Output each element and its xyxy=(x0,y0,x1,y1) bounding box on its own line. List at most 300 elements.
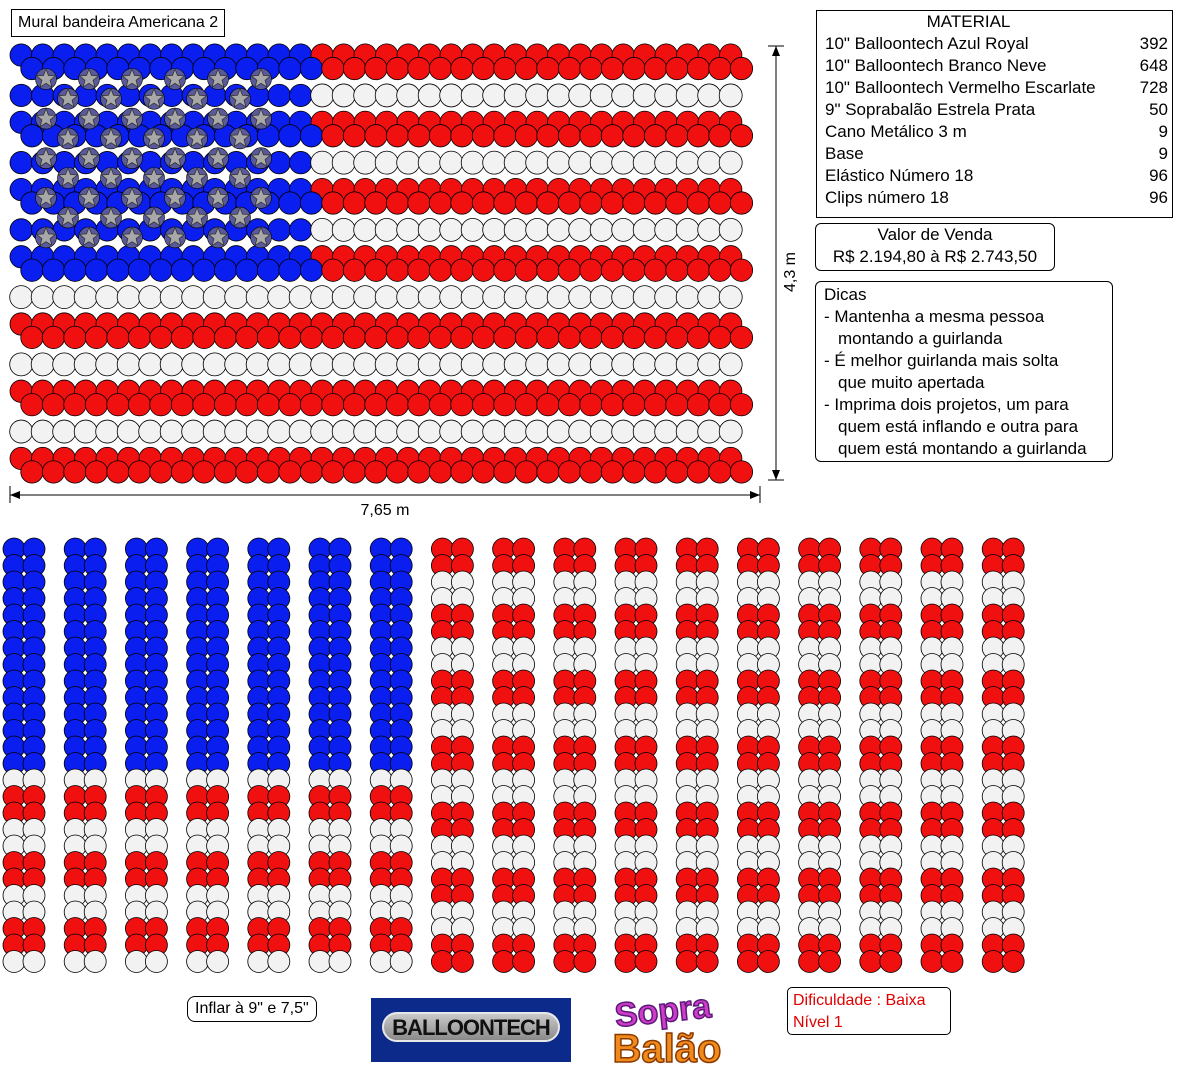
white-balloon xyxy=(483,84,506,107)
white-balloon xyxy=(612,218,635,241)
red-balloon xyxy=(537,57,559,79)
red-balloon xyxy=(730,192,752,214)
red-balloon xyxy=(601,192,623,214)
white-balloon xyxy=(461,151,484,174)
white-balloon xyxy=(504,84,527,107)
white-balloon xyxy=(719,218,742,241)
garland-columns xyxy=(3,538,1024,973)
red-balloon xyxy=(558,259,580,281)
white-balloon xyxy=(418,420,441,443)
red-balloon xyxy=(128,326,150,348)
red-balloon xyxy=(644,57,666,79)
white-balloon xyxy=(311,218,334,241)
red-balloon xyxy=(386,259,408,281)
tip-line: que muito apertada xyxy=(838,373,985,392)
red-balloon xyxy=(365,57,387,79)
white-balloon xyxy=(547,420,570,443)
red-balloon xyxy=(365,192,387,214)
red-balloon xyxy=(236,393,258,415)
red-balloon xyxy=(408,125,430,147)
white-balloon xyxy=(182,353,205,376)
red-balloon xyxy=(687,259,709,281)
red-balloon xyxy=(623,259,645,281)
white-balloon xyxy=(569,84,592,107)
white-balloon xyxy=(633,353,656,376)
material-item: 10" Balloontech Branco Neve 648 xyxy=(825,56,1168,75)
red-balloon xyxy=(537,125,559,147)
red-balloon xyxy=(580,57,602,79)
blue-balloon xyxy=(279,259,301,281)
red-balloon xyxy=(687,326,709,348)
white-balloon xyxy=(23,951,45,973)
red-balloon xyxy=(386,461,408,483)
red-balloon xyxy=(580,393,602,415)
red-balloon xyxy=(214,461,236,483)
tip-line: - Imprima dois projetos, um para xyxy=(824,395,1069,414)
white-balloon xyxy=(10,420,33,443)
white-balloon xyxy=(182,286,205,309)
red-balloon xyxy=(676,951,698,973)
white-balloon xyxy=(719,286,742,309)
red-balloon xyxy=(880,951,902,973)
white-balloon xyxy=(397,286,420,309)
red-balloon xyxy=(150,326,172,348)
white-balloon xyxy=(332,420,355,443)
red-balloon xyxy=(515,461,537,483)
red-balloon xyxy=(451,192,473,214)
material-heading: MATERIAL xyxy=(926,12,1011,31)
red-balloon xyxy=(429,125,451,147)
red-balloon xyxy=(515,57,537,79)
red-balloon xyxy=(623,326,645,348)
blue-balloon xyxy=(64,259,86,281)
red-balloon xyxy=(431,951,453,973)
red-balloon xyxy=(85,393,107,415)
red-balloon xyxy=(615,951,637,973)
red-balloon xyxy=(365,125,387,147)
balloontech-logo xyxy=(371,998,571,1062)
white-balloon xyxy=(461,218,484,241)
tip-line: - Mantenha a mesma pessoa xyxy=(824,307,1045,326)
red-balloon xyxy=(429,393,451,415)
red-balloon xyxy=(236,326,258,348)
white-balloon xyxy=(375,151,398,174)
red-balloon xyxy=(21,461,43,483)
inflate-note: Inflar à 9" e 7,5" xyxy=(187,996,317,1022)
white-balloon xyxy=(440,218,463,241)
white-balloon xyxy=(418,84,441,107)
red-balloon xyxy=(171,461,193,483)
red-balloon xyxy=(472,259,494,281)
white-balloon xyxy=(698,218,721,241)
white-balloon xyxy=(354,286,377,309)
white-balloon xyxy=(289,286,312,309)
white-balloon xyxy=(370,951,392,973)
white-balloon xyxy=(719,420,742,443)
red-balloon xyxy=(666,461,688,483)
tip-line: quem está montando a guirlanda xyxy=(838,439,1087,458)
white-balloon xyxy=(547,84,570,107)
white-balloon xyxy=(590,151,613,174)
red-balloon xyxy=(386,125,408,147)
red-balloon xyxy=(644,393,666,415)
red-balloon xyxy=(644,461,666,483)
white-balloon xyxy=(569,420,592,443)
red-balloon xyxy=(494,125,516,147)
red-balloon xyxy=(343,259,365,281)
white-balloon xyxy=(655,218,678,241)
white-balloon xyxy=(418,218,441,241)
red-balloon xyxy=(666,125,688,147)
blue-balloon xyxy=(290,151,312,173)
red-balloon xyxy=(42,461,64,483)
red-balloon xyxy=(644,125,666,147)
white-balloon xyxy=(268,420,291,443)
tips-heading: Dicas xyxy=(824,285,867,304)
white-balloon xyxy=(203,353,226,376)
white-balloon xyxy=(311,420,334,443)
white-balloon xyxy=(117,420,140,443)
white-balloon xyxy=(633,151,656,174)
design-title: Mural bandeira Americana 2 xyxy=(11,9,225,37)
red-balloon xyxy=(279,461,301,483)
white-balloon xyxy=(612,286,635,309)
white-balloon xyxy=(504,218,527,241)
white-balloon xyxy=(246,420,269,443)
red-balloon xyxy=(236,461,258,483)
red-balloon xyxy=(365,326,387,348)
white-balloon xyxy=(3,951,25,973)
white-balloon xyxy=(655,84,678,107)
white-balloon xyxy=(375,84,398,107)
white-balloon xyxy=(526,420,549,443)
white-balloon xyxy=(418,151,441,174)
white-balloon xyxy=(461,420,484,443)
red-balloon xyxy=(150,461,172,483)
red-balloon xyxy=(451,57,473,79)
red-balloon xyxy=(64,326,86,348)
white-balloon xyxy=(268,353,291,376)
red-balloon xyxy=(322,57,344,79)
red-balloon xyxy=(85,326,107,348)
red-balloon xyxy=(554,951,576,973)
red-balloon xyxy=(214,393,236,415)
white-balloon xyxy=(483,151,506,174)
white-balloon xyxy=(332,286,355,309)
red-balloon xyxy=(558,393,580,415)
red-balloon xyxy=(623,461,645,483)
white-balloon xyxy=(719,84,742,107)
red-balloon xyxy=(128,393,150,415)
red-balloon xyxy=(128,461,150,483)
red-balloon xyxy=(193,393,215,415)
red-balloon xyxy=(257,461,279,483)
red-balloon xyxy=(365,461,387,483)
white-balloon xyxy=(160,286,183,309)
flag-grid xyxy=(10,44,753,483)
white-balloon xyxy=(139,286,162,309)
white-balloon xyxy=(504,420,527,443)
red-balloon xyxy=(85,461,107,483)
white-balloon xyxy=(547,353,570,376)
red-balloon xyxy=(429,259,451,281)
difficulty-box xyxy=(787,987,951,1035)
red-balloon xyxy=(408,192,430,214)
white-balloon xyxy=(311,353,334,376)
white-balloon xyxy=(676,151,699,174)
red-balloon xyxy=(819,951,841,973)
red-balloon xyxy=(472,393,494,415)
white-balloon xyxy=(633,420,656,443)
red-balloon xyxy=(300,461,322,483)
red-balloon xyxy=(322,326,344,348)
white-balloon xyxy=(139,353,162,376)
red-balloon xyxy=(537,192,559,214)
red-balloon xyxy=(494,461,516,483)
white-balloon xyxy=(268,951,290,973)
red-balloon xyxy=(322,461,344,483)
white-balloon xyxy=(311,84,334,107)
white-balloon xyxy=(10,353,33,376)
red-balloon xyxy=(365,393,387,415)
red-balloon xyxy=(408,259,430,281)
red-balloon xyxy=(408,393,430,415)
blue-balloon xyxy=(10,84,32,106)
red-balloon xyxy=(687,393,709,415)
white-balloon xyxy=(96,420,119,443)
tip-line: - É melhor guirlanda mais solta xyxy=(824,351,1059,370)
red-balloon xyxy=(429,461,451,483)
white-balloon xyxy=(483,353,506,376)
white-balloon xyxy=(354,84,377,107)
white-balloon xyxy=(390,951,412,973)
red-balloon xyxy=(386,326,408,348)
white-balloon xyxy=(633,84,656,107)
white-balloon xyxy=(655,151,678,174)
red-balloon xyxy=(709,461,731,483)
white-balloon xyxy=(698,420,721,443)
red-balloon xyxy=(737,951,759,973)
red-balloon xyxy=(601,461,623,483)
red-balloon xyxy=(107,461,129,483)
red-balloon xyxy=(193,326,215,348)
white-balloon xyxy=(117,286,140,309)
red-balloon xyxy=(580,326,602,348)
blue-balloon xyxy=(42,259,64,281)
blue-balloon xyxy=(300,125,322,147)
red-balloon xyxy=(687,461,709,483)
red-balloon xyxy=(42,393,64,415)
white-balloon xyxy=(187,951,209,973)
red-balloon xyxy=(472,461,494,483)
red-balloon xyxy=(537,461,559,483)
red-balloon xyxy=(472,125,494,147)
white-balloon xyxy=(332,353,355,376)
white-balloon xyxy=(547,151,570,174)
difficulty-level: Nível 1 xyxy=(793,1014,843,1031)
white-balloon xyxy=(526,151,549,174)
red-balloon xyxy=(257,393,279,415)
white-balloon xyxy=(590,84,613,107)
blue-balloon xyxy=(268,84,290,106)
white-balloon xyxy=(375,286,398,309)
white-balloon xyxy=(74,353,97,376)
red-balloon xyxy=(451,393,473,415)
tip-line: quem está inflando e outra para xyxy=(838,417,1079,436)
white-balloon xyxy=(461,353,484,376)
soprabalao-logo-top: Sopra xyxy=(612,987,713,1035)
red-balloon xyxy=(558,192,580,214)
white-balloon xyxy=(207,951,229,973)
white-balloon xyxy=(31,286,54,309)
red-balloon xyxy=(580,192,602,214)
red-balloon xyxy=(343,57,365,79)
white-balloon xyxy=(590,353,613,376)
white-balloon xyxy=(655,286,678,309)
blue-balloon xyxy=(300,259,322,281)
blue-balloon xyxy=(150,259,172,281)
blue-balloon xyxy=(236,259,258,281)
red-balloon xyxy=(193,461,215,483)
white-balloon xyxy=(225,286,248,309)
red-balloon xyxy=(107,326,129,348)
red-balloon xyxy=(515,125,537,147)
white-balloon xyxy=(354,218,377,241)
blue-balloon xyxy=(85,259,107,281)
white-balloon xyxy=(633,218,656,241)
white-balloon xyxy=(698,353,721,376)
white-balloon xyxy=(311,286,334,309)
white-balloon xyxy=(246,353,269,376)
red-balloon xyxy=(601,57,623,79)
white-balloon xyxy=(483,218,506,241)
red-balloon xyxy=(537,326,559,348)
red-balloon xyxy=(623,57,645,79)
red-balloon xyxy=(515,393,537,415)
white-balloon xyxy=(440,286,463,309)
red-balloon xyxy=(150,393,172,415)
red-balloon xyxy=(408,57,430,79)
white-balloon xyxy=(590,420,613,443)
white-balloon xyxy=(676,420,699,443)
white-balloon xyxy=(526,218,549,241)
white-balloon xyxy=(332,218,355,241)
red-balloon xyxy=(537,259,559,281)
red-balloon xyxy=(601,125,623,147)
red-balloon xyxy=(601,393,623,415)
red-balloon xyxy=(580,259,602,281)
red-balloon xyxy=(386,393,408,415)
white-balloon xyxy=(375,353,398,376)
red-balloon xyxy=(64,461,86,483)
red-balloon xyxy=(386,192,408,214)
red-balloon xyxy=(666,393,688,415)
white-balloon xyxy=(633,286,656,309)
white-balloon xyxy=(547,218,570,241)
red-balloon xyxy=(107,393,129,415)
red-balloon xyxy=(1002,951,1024,973)
red-balloon xyxy=(515,192,537,214)
white-balloon xyxy=(612,84,635,107)
red-balloon xyxy=(921,951,943,973)
white-balloon xyxy=(145,951,167,973)
white-balloon xyxy=(354,353,377,376)
red-balloon xyxy=(558,125,580,147)
red-balloon xyxy=(687,125,709,147)
red-balloon xyxy=(279,326,301,348)
white-balloon xyxy=(698,151,721,174)
red-balloon xyxy=(730,461,752,483)
red-balloon xyxy=(472,326,494,348)
white-balloon xyxy=(698,286,721,309)
white-balloon xyxy=(655,420,678,443)
white-balloon xyxy=(397,84,420,107)
material-item: 10" Balloontech Vermelho Escarlate 728 xyxy=(825,78,1168,97)
tip-line: montando a guirlanda xyxy=(838,329,1003,348)
white-balloon xyxy=(248,951,270,973)
white-balloon xyxy=(74,286,97,309)
white-balloon xyxy=(397,420,420,443)
red-balloon xyxy=(623,192,645,214)
red-balloon xyxy=(666,259,688,281)
white-balloon xyxy=(612,151,635,174)
white-balloon xyxy=(397,218,420,241)
white-balloon xyxy=(96,286,119,309)
material-item: Cano Metálico 3 m 9 xyxy=(825,122,1168,141)
white-balloon xyxy=(375,218,398,241)
white-balloon xyxy=(332,84,355,107)
tips-box xyxy=(815,281,1113,462)
red-balloon xyxy=(644,192,666,214)
white-balloon xyxy=(84,951,106,973)
white-balloon xyxy=(504,151,527,174)
red-balloon xyxy=(515,326,537,348)
red-balloon xyxy=(365,259,387,281)
blue-balloon xyxy=(279,192,301,214)
white-balloon xyxy=(160,353,183,376)
material-item: Clips número 18 96 xyxy=(825,188,1168,207)
blue-balloon xyxy=(279,57,301,79)
red-balloon xyxy=(730,393,752,415)
white-balloon xyxy=(311,151,334,174)
white-balloon xyxy=(569,151,592,174)
red-balloon xyxy=(494,326,516,348)
white-balloon xyxy=(139,420,162,443)
red-balloon xyxy=(64,393,86,415)
white-balloon xyxy=(526,84,549,107)
red-balloon xyxy=(666,57,688,79)
red-balloon xyxy=(214,326,236,348)
red-balloon xyxy=(730,57,752,79)
white-balloon xyxy=(203,286,226,309)
red-balloon xyxy=(472,57,494,79)
white-balloon xyxy=(354,420,377,443)
white-balloon xyxy=(53,286,76,309)
white-balloon xyxy=(676,286,699,309)
red-balloon xyxy=(558,326,580,348)
red-balloon xyxy=(494,259,516,281)
white-balloon xyxy=(10,286,33,309)
material-item: Base 9 xyxy=(825,144,1168,163)
white-balloon xyxy=(203,420,226,443)
red-balloon xyxy=(21,326,43,348)
red-balloon xyxy=(451,125,473,147)
red-balloon xyxy=(515,259,537,281)
red-balloon xyxy=(322,393,344,415)
white-balloon xyxy=(182,420,205,443)
white-balloon xyxy=(483,286,506,309)
red-balloon xyxy=(343,125,365,147)
